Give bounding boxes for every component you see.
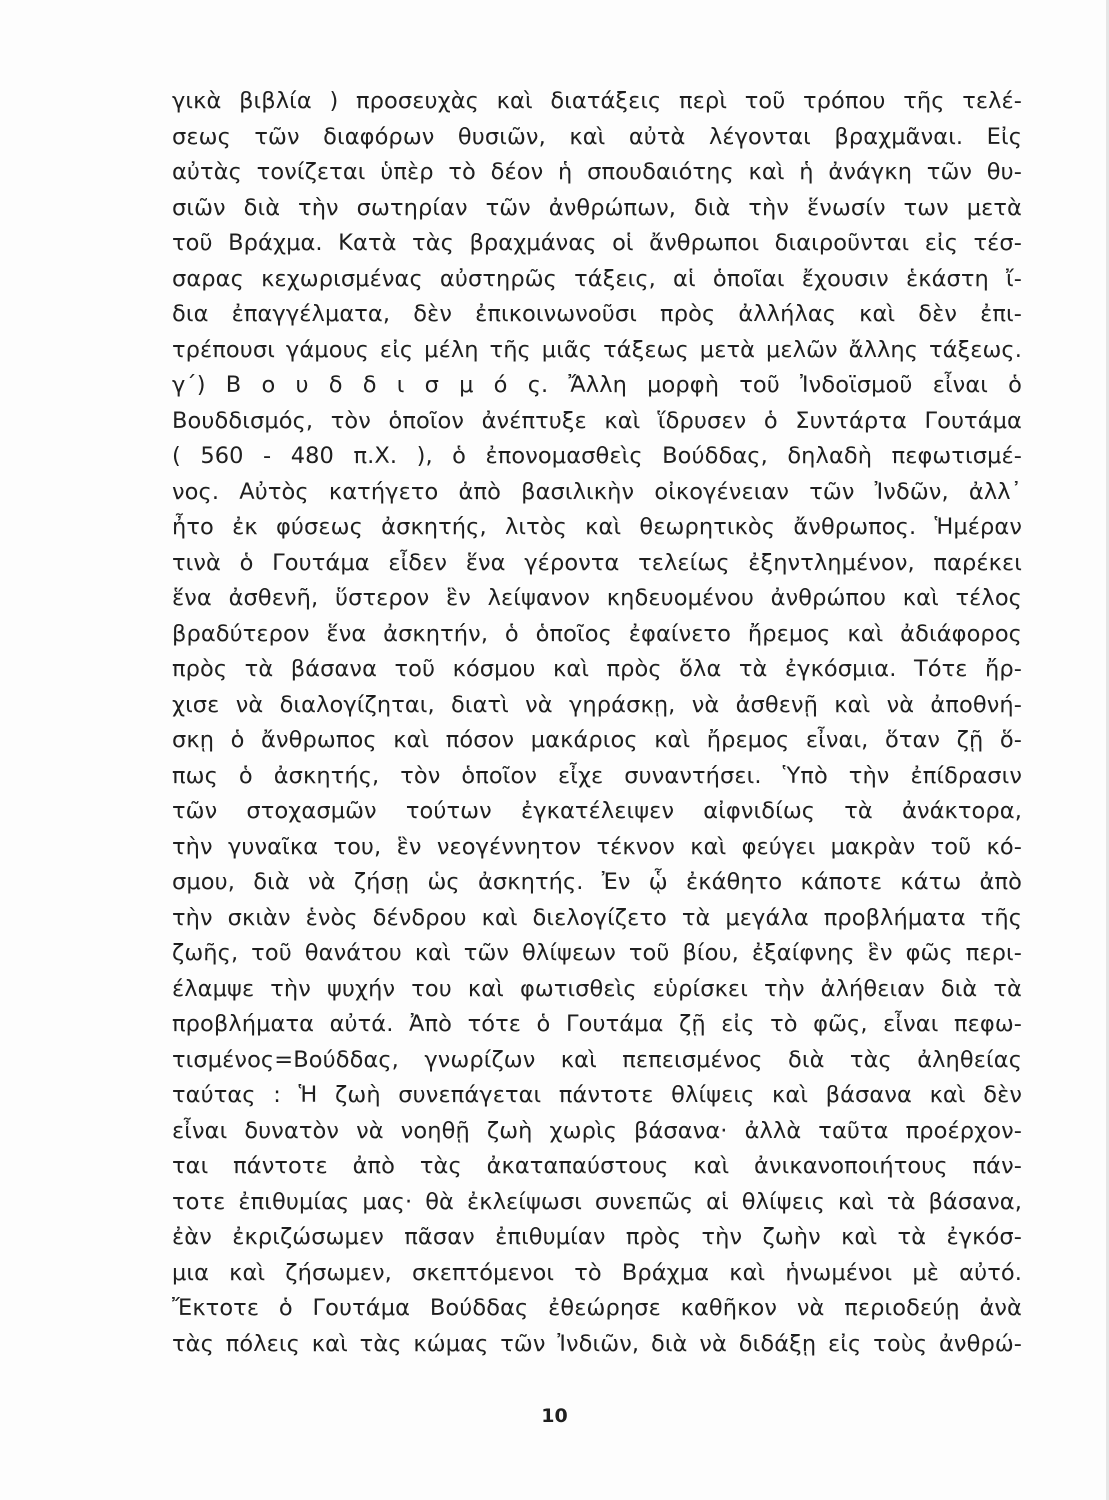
text-line: σκῃ ὁ ἄνθρωπος καὶ πόσον μακάριος καὶ ἤρεμος εἶναι, ὅταν ζῇ ὅ-: [172, 727, 1022, 753]
text-line: ἕνα ἀσθενῆ, ὕστερον ἓν λείψανον κηδευομένου ἀνθρώπου καὶ τέλος: [172, 585, 1022, 611]
text-line: δια ἐπαγγέλματα, δὲν ἐπικοινωνοῦσι πρὸς ἀλλήλας καὶ δὲν ἐπι-: [172, 301, 1022, 327]
text-line: τὴν σκιὰν ἑνὸς δένδρου καὶ διελογίζετο τὰ μεγάλα προβλήματα τῆς: [172, 904, 1022, 931]
text-line: γικὰ βιβλία ) προσευχὰς καὶ διατάξεις περὶ τοῦ τρόπου τῆς τελέ-: [172, 88, 1022, 114]
text-line: τοῦ Βράχμα. Κατὰ τὰς βραχμάνας οἱ ἄνθρωποι διαιροῦνται εἰς τέσ-: [172, 230, 1022, 256]
text-line: τοτε ἐπιθυμίας μας· θὰ ἐκλείψωσι συνεπῶς αἱ θλίψεις καὶ τὰ βάσανα,: [172, 1188, 1022, 1215]
text-line: γ΄) Β ο υ δ δ ι σ μ ό ς. Ἄλλη μορφὴ τοῦ Ἰνδοϊσμοῦ εἶναι ὁ: [172, 372, 1022, 398]
text-line: ἐὰν ἐκριζώσωμεν πᾶσαν ἐπιθυμίαν πρὸς τὴν ζωὴν καὶ τὰ ἐγκόσ-: [172, 1224, 1022, 1250]
text-line: ζωῆς, τοῦ θανάτου καὶ τῶν θλίψεων τοῦ βίου, ἐξαίφνης ἓν φῶς περι-: [172, 940, 1022, 966]
text-line: ταύτας : Ἡ ζωὴ συνεπάγεται πάντοτε θλίψεις καὶ βάσανα καὶ δὲν: [172, 1082, 1022, 1108]
page-number: 10: [541, 1405, 568, 1427]
body-text: [172, 84, 1022, 1362]
text-line: σεως τῶν διαφόρων θυσιῶν, καὶ αὐτὰ λέγονται βραχμᾶναι. Εἰς: [172, 123, 1022, 150]
text-line: έλαμψε τὴν ψυχήν του καὶ φωτισθεὶς εὑρίσκει τὴν ἀλήθειαν διὰ τὰ: [172, 975, 1022, 1002]
text-line: σιῶν διὰ τὴν σωτηρίαν τῶν ἀνθρώπων, διὰ τὴν ἕνωσίν των μετὰ: [172, 194, 1022, 221]
text-line: τινὰ ὁ Γουτάμα εἶδεν ἕνα γέροντα τελείως ἐξηντλημένον, παρέκει: [172, 549, 1022, 576]
text-line: Βουδδισμός, τὸν ὁποῖον ἀνέπτυξε καὶ ἵδρυσεν ὁ Συντάρτα Γουτάμα: [172, 407, 1022, 434]
text-line: τρέπουσι γάμους εἰς μέλη τῆς μιᾶς τάξεως μετὰ μελῶν ἄλλης τάξεως.: [172, 336, 1022, 363]
text-line: σμου, διὰ νὰ ζήσῃ ὡς ἀσκητής. Ἐν ᾧ ἐκάθητο κάποτε κάτω ἀπὸ: [172, 869, 1022, 895]
text-line: πρὸς τὰ βάσανα τοῦ κόσμου καὶ πρὸς ὅλα τὰ ἐγκόσμια. Τότε ἤρ-: [172, 656, 1022, 682]
text-line: μια καὶ ζήσωμεν, σκεπτόμενοι τὸ Βράχμα καὶ ἡνωμένοι μὲ αὐτό.: [172, 1259, 1022, 1286]
text-line: σαρας κεχωρισμένας αὐστηρῶς τάξεις, αἱ ὁποῖαι ἔχουσιν ἑκάστη ἴ-: [172, 265, 1022, 292]
text-line: ται πάντοτε ἀπὸ τὰς ἀκαταπαύστους καὶ ἀνικανοποιήτους πάν-: [172, 1153, 1022, 1179]
text-line: τῶν στοχασμῶν τούτων ἐγκατέλειψεν αἰφνιδίως τὰ ἀνάκτορα,: [172, 798, 1022, 824]
text-line: τισμένος=Βούδδας, γνωρίζων καὶ πεπεισμένος διὰ τὰς ἀληθείας: [172, 1046, 1022, 1073]
text-line: αὐτὰς τονίζεται ὑπὲρ τὸ δέον ἡ σπουδαιότης καὶ ἡ ἀνάγκη τῶν θυ-: [172, 159, 1022, 185]
text-line: χισε νὰ διαλογίζηται, διατὶ νὰ γηράσκῃ, νὰ ἀσθενῇ καὶ νὰ ἀποθνή-: [172, 691, 1022, 718]
text-line: πως ὁ ἀσκητής, τὸν ὁποῖον εἶχε συναντήσει. Ὑπὸ τὴν ἐπίδρασιν: [172, 762, 1022, 789]
text-line: ἦτο ἐκ φύσεως ἀσκητής, λιτὸς καὶ θεωρητικὸς ἄνθρωπος. Ἡμέραν: [172, 514, 1022, 540]
text-line: εἶναι δυνατὸν νὰ νοηθῇ ζωὴ χωρὶς βάσανα· ἀλλὰ ταῦτα προέρχον-: [172, 1117, 1022, 1144]
text-line: προβλήματα αὐτά. Ἀπὸ τότε ὁ Γουτάμα ζῇ εἰς τὸ φῶς, εἶναι πεφω-: [172, 1011, 1022, 1037]
text-line: νος. Αὐτὸς κατήγετο ἀπὸ βασιλικὴν οἰκογένειαν τῶν Ἰνδῶν, ἀλλ᾽: [172, 478, 1022, 505]
text-line: βραδύτερον ἕνα ἀσκητήν, ὁ ὁποῖος ἐφαίνετο ἤρεμος καὶ ἀδιάφορος: [172, 620, 1022, 647]
text-line: τὴν γυναῖκα του, ἓν νεογέννητον τέκνον καὶ φεύγει μακρὰν τοῦ κό-: [172, 833, 1022, 860]
text-line: Ἔκτοτε ὁ Γουτάμα Βούδδας ἐθεώρησε καθῆκον νὰ περιοδεύῃ ἀνὰ: [172, 1295, 1022, 1321]
text-line: τὰς πόλεις καὶ τὰς κώμας τῶν Ἰνδιῶν, διὰ νὰ διδάξῃ εἰς τοὺς ἀνθρώ-: [172, 1330, 1022, 1357]
text-line: ( 560 - 480 π.Χ. ), ὁ ἐπονομασθεὶς Βούδδας, δηλαδὴ πεφωτισμέ-: [172, 443, 1022, 469]
